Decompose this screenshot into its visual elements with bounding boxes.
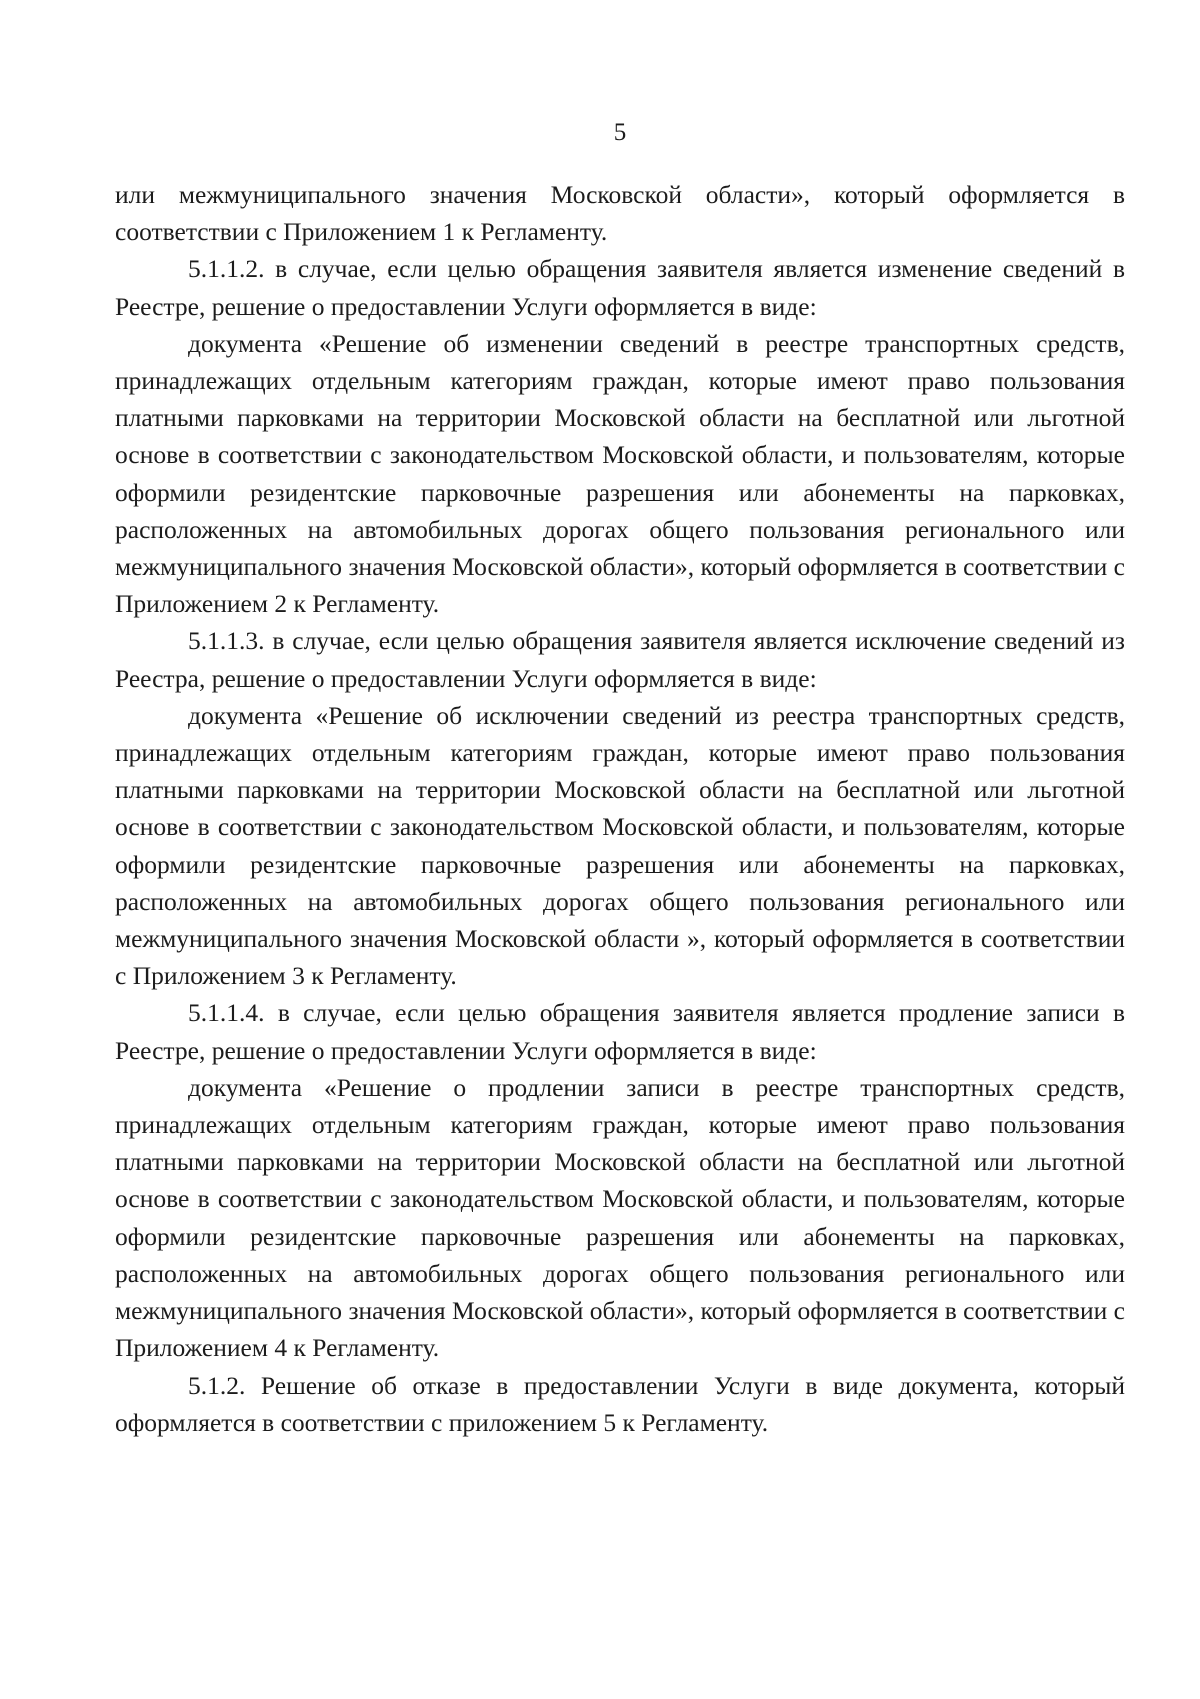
page-number: 5 xyxy=(613,119,627,146)
paragraph-5-1-1-3: 5.1.1.3. в случае, если целью обращения заявителя является исключение сведений из Реестра, решение о предоставлении Услуги оформляется в виде: xyxy=(115,626,1125,693)
paragraph-continuation: или межмуниципального значения Московской области», который оформляется в соответствии с Приложением 1 к Регламенту. xyxy=(115,180,1125,247)
paragraph-5-1-1-3-document: документа «Решение об исключении сведений из реестра транспортных средств, принадлежащих отдельным категориям граждан, которые имеют право пользования платными парковками на территории Московской области на бесплатной или льготной основе в соответствии с законодательством Московской области, и пользователям, которые оформили резидентские парковочные разрешения или абонементы на парковках, расположенных на автомобильных дорогах общего пользования регионального или межмуниципального значения Московской области », который оформляется в соответствии с Приложением 3 к Регламенту. xyxy=(115,700,1125,991)
document-body xyxy=(115,176,1125,1441)
paragraph-5-1-2: 5.1.2. Решение об отказе в предоставлении Услуги в виде документа, который оформляется в соответствии с приложением 5 к Регламенту. xyxy=(115,1370,1125,1437)
paragraph-5-1-1-2-document: документа «Решение об изменении сведений в реестре транспортных средств, принадлежащих отдельным категориям граждан, которые имеют право пользования платными парковками на территории Московской области на бесплатной или льготной основе в соответствии с законодательством Московской области, и пользователям, которые оформили резидентские парковочные разрешения или абонементы на парковках, расположенных на автомобильных дорогах общего пользования регионального или межмуниципального значения Московской области», который оформляется в соответствии с Приложением 2 к Регламенту. xyxy=(115,328,1125,619)
paragraph-5-1-1-2: 5.1.1.2. в случае, если целью обращения заявителя является изменение сведений в Реестре, решение о предоставлении Услуги оформляется в виде: xyxy=(115,254,1125,321)
paragraph-5-1-1-4: 5.1.1.4. в случае, если целью обращения заявителя является продление записи в Реестре, решение о предоставлении Услуги оформляется в виде: xyxy=(115,998,1125,1065)
paragraph-5-1-1-4-document: документа «Решение о продлении записи в реестре транспортных средств, принадлежащих отдельным категориям граждан, которые имеют право пользования платными парковками на территории Московской области на бесплатной или льготной основе в соответствии с законодательством Московской области, и пользователям, которые оформили резидентские парковочные разрешения или абонементы на парковках, расположенных на автомобильных дорогах общего пользования регионального или межмуниципального значения Московской области», который оформляется в соответствии с Приложением 4 к Регламенту. xyxy=(115,1072,1125,1363)
